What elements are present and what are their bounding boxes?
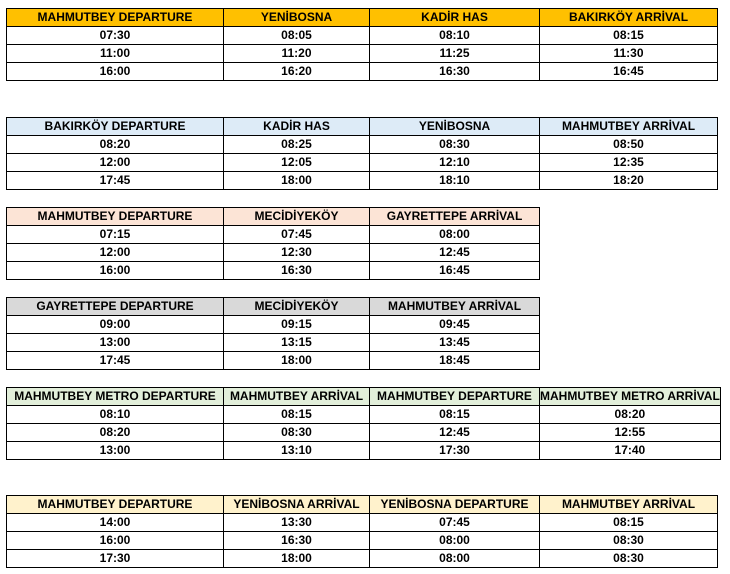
table-header-row — [7, 118, 718, 136]
table-row — [7, 244, 540, 262]
time-cell: 08:00 — [370, 532, 540, 550]
table-row — [7, 27, 718, 45]
time-cell: 16:45 — [370, 262, 540, 280]
header-cell: YENİBOSNA DEPARTURE — [370, 496, 540, 514]
time-cell: 08:10 — [7, 406, 224, 424]
table-header-row — [7, 496, 718, 514]
table-row — [7, 550, 718, 568]
time-cell: 13:15 — [224, 334, 370, 352]
header-cell: YENİBOSNA — [370, 118, 540, 136]
time-cell: 16:45 — [540, 63, 718, 81]
table-row — [7, 424, 721, 442]
time-cell: 07:15 — [7, 226, 224, 244]
time-cell: 08:30 — [370, 136, 540, 154]
time-cell: 09:15 — [224, 316, 370, 334]
timetable-3 — [6, 207, 540, 280]
time-cell: 16:00 — [7, 262, 224, 280]
time-cell: 11:30 — [540, 45, 718, 63]
timetable-1 — [6, 8, 718, 81]
time-cell: 18:45 — [370, 352, 540, 370]
header-cell: MECİDİYEKÖY — [224, 208, 370, 226]
time-cell: 18:00 — [224, 352, 370, 370]
time-cell: 12:35 — [540, 154, 718, 172]
timetable-2 — [6, 117, 718, 190]
time-cell: 08:20 — [7, 424, 224, 442]
time-cell: 09:45 — [370, 316, 540, 334]
header-cell: MAHMUTBEY DEPARTURE — [370, 388, 540, 406]
table-row — [7, 63, 718, 81]
header-cell: MECİDİYEKÖY — [224, 298, 370, 316]
header-cell: MAHMUTBEY ARRİVAL — [540, 496, 718, 514]
time-cell: 14:00 — [7, 514, 224, 532]
time-cell: 18:00 — [224, 550, 370, 568]
time-cell: 08:30 — [540, 532, 718, 550]
time-cell: 12:45 — [370, 424, 540, 442]
time-cell: 11:00 — [7, 45, 224, 63]
time-cell: 16:00 — [7, 532, 224, 550]
time-cell: 08:05 — [224, 27, 370, 45]
time-cell: 12:00 — [7, 244, 224, 262]
time-cell: 08:15 — [540, 514, 718, 532]
header-cell: MAHMUTBEY ARRİVAL — [224, 388, 370, 406]
time-cell: 16:30 — [224, 262, 370, 280]
timetable-6 — [6, 495, 718, 568]
header-cell: GAYRETTEPE ARRİVAL — [370, 208, 540, 226]
time-cell: 08:20 — [540, 406, 721, 424]
time-cell: 17:45 — [7, 172, 224, 190]
time-cell: 17:40 — [540, 442, 721, 460]
time-cell: 08:00 — [370, 226, 540, 244]
time-cell: 08:30 — [224, 424, 370, 442]
table-row — [7, 262, 540, 280]
table-row — [7, 442, 721, 460]
time-cell: 08:15 — [370, 406, 540, 424]
header-cell: MAHMUTBEY ARRİVAL — [540, 118, 718, 136]
time-cell: 18:20 — [540, 172, 718, 190]
table-header-row — [7, 388, 721, 406]
time-cell: 07:45 — [224, 226, 370, 244]
time-cell: 08:00 — [370, 550, 540, 568]
time-cell: 18:00 — [224, 172, 370, 190]
table-header-row — [7, 208, 540, 226]
header-cell: MAHMUTBEY METRO ARRİVAL — [540, 388, 721, 406]
time-cell: 08:30 — [540, 550, 718, 568]
table-row — [7, 334, 540, 352]
header-cell: KADİR HAS — [370, 9, 540, 27]
table-row — [7, 352, 540, 370]
time-cell: 12:00 — [7, 154, 224, 172]
header-cell: KADİR HAS — [224, 118, 370, 136]
table-row — [7, 136, 718, 154]
time-cell: 16:30 — [370, 63, 540, 81]
table-row — [7, 316, 540, 334]
table-row — [7, 406, 721, 424]
header-cell: YENİBOSNA — [224, 9, 370, 27]
table-row — [7, 172, 718, 190]
time-cell: 08:20 — [7, 136, 224, 154]
table-header-row — [7, 298, 540, 316]
time-cell: 16:20 — [224, 63, 370, 81]
time-cell: 08:25 — [224, 136, 370, 154]
time-cell: 07:30 — [7, 27, 224, 45]
time-cell: 16:30 — [224, 532, 370, 550]
time-cell: 12:45 — [370, 244, 540, 262]
table-row — [7, 514, 718, 532]
time-cell: 12:10 — [370, 154, 540, 172]
time-cell: 17:30 — [7, 550, 224, 568]
time-cell: 12:30 — [224, 244, 370, 262]
header-cell: BAKIRKÖY ARRİVAL — [540, 9, 718, 27]
time-cell: 17:30 — [370, 442, 540, 460]
time-cell: 08:50 — [540, 136, 718, 154]
header-cell: MAHMUTBEY DEPARTURE — [7, 496, 224, 514]
time-cell: 12:05 — [224, 154, 370, 172]
table-row — [7, 45, 718, 63]
header-cell: MAHMUTBEY ARRİVAL — [370, 298, 540, 316]
time-cell: 07:45 — [370, 514, 540, 532]
table-header-row — [7, 9, 718, 27]
time-cell: 13:30 — [224, 514, 370, 532]
time-cell: 08:10 — [370, 27, 540, 45]
header-cell: GAYRETTEPE DEPARTURE — [7, 298, 224, 316]
time-cell: 08:15 — [540, 27, 718, 45]
header-cell: MAHMUTBEY METRO DEPARTURE — [7, 388, 224, 406]
time-cell: 13:00 — [7, 442, 224, 460]
table-row — [7, 226, 540, 244]
header-cell: BAKIRKÖY DEPARTURE — [7, 118, 224, 136]
header-cell: YENİBOSNA ARRİVAL — [224, 496, 370, 514]
timetable-5 — [6, 387, 721, 460]
time-cell: 16:00 — [7, 63, 224, 81]
table-row — [7, 532, 718, 550]
time-cell: 11:20 — [224, 45, 370, 63]
time-cell: 08:15 — [224, 406, 370, 424]
time-cell: 18:10 — [370, 172, 540, 190]
header-cell: MAHMUTBEY DEPARTURE — [7, 9, 224, 27]
timetable-4 — [6, 297, 540, 370]
time-cell: 13:10 — [224, 442, 370, 460]
header-cell: MAHMUTBEY DEPARTURE — [7, 208, 224, 226]
time-cell: 12:55 — [540, 424, 721, 442]
time-cell: 13:45 — [370, 334, 540, 352]
table-row — [7, 154, 718, 172]
time-cell: 09:00 — [7, 316, 224, 334]
time-cell: 11:25 — [370, 45, 540, 63]
time-cell: 13:00 — [7, 334, 224, 352]
time-cell: 17:45 — [7, 352, 224, 370]
